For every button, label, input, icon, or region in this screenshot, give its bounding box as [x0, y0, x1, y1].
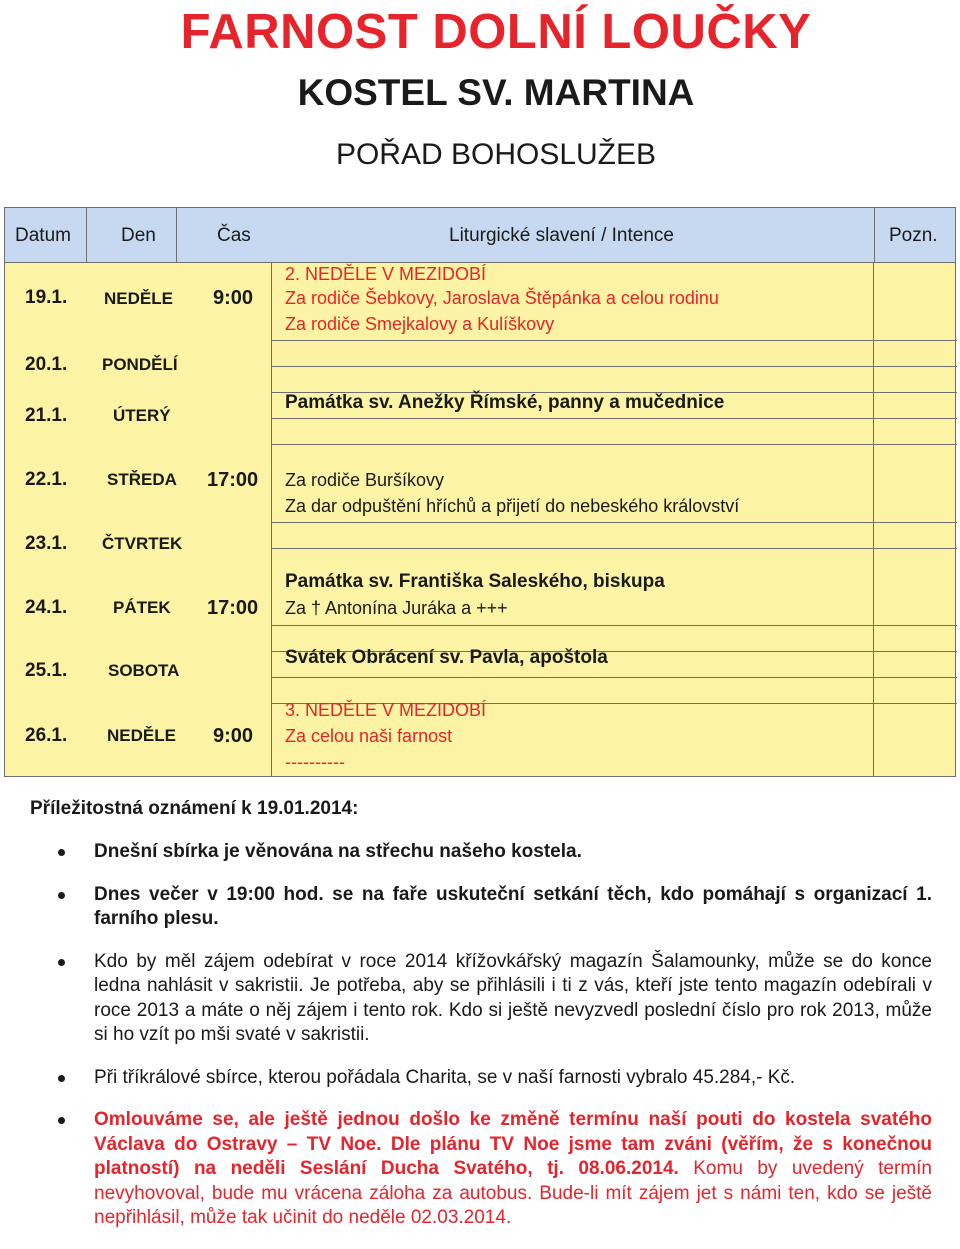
list-item: Dnes večer v 19:00 hod. se na faře uskuteční setkání těch, kdo pomáhají s organizací 1. farního plesu. — [58, 883, 932, 932]
schedule-subtitle: POŘAD BOHOSLUŽEB — [335, 138, 657, 171]
col-liturgy: Liturgické slavení / Intence — [449, 225, 674, 246]
col-date: Datum — [15, 225, 71, 246]
announcements-title: Příležitostná oznámení k 19.01.2014: — [30, 798, 359, 819]
parish-title: FARNOST DOLNÍ LOUČKY — [180, 5, 812, 59]
bullet-icon — [58, 1075, 65, 1082]
bullet-icon — [58, 1117, 65, 1124]
bullet-icon — [58, 849, 65, 856]
col-note: Pozn. — [889, 225, 938, 246]
list-item: Dnešní sbírka je věnována na střechu našeho kostela. — [58, 840, 932, 865]
list-item: Kdo by měl zájem odebírat v roce 2014 křížovkářský magazín Šalamounky, může se do konce ledna nahlásit v sakristii. Je potřeba, aby se přihlásili i ti z vás, kteří jste tento magazín odebírali v roce 2013 a máte o něj zájem i tento rok. Kdo si ještě nevyzvedl poslední číslo pro rok 2013, může si ho vzít po mši svaté v sakristii. — [58, 950, 932, 1048]
bullet-icon — [58, 892, 65, 899]
church-title: KOSTEL SV. MARTINA — [297, 72, 695, 113]
list-item: Omlouváme se, ale ještě jednou došlo ke změně termínu naší pouti do kostela svatého Václava do Ostravy – TV Noe. Dle plánu TV Noe jsme tam zváni (věřím, že s konečnou platností) na neděli Seslání Ducha Svatého, tj. 08.06.2014. Komu by uvedený termín nevyhovoval, bude mu vrácena záloha za autobus. Bude-li mít zájem jet s námi ten, kdo se ještě nepřihlásil, může tak učinit do neděle 02.03.2014. — [58, 1108, 932, 1231]
col-time: Čas — [217, 225, 251, 246]
col-day: Den — [121, 225, 156, 246]
table-body: 19.1. NEDĚLE 9:00 2. NEDĚLE V MEZIDOBÍ Za rodiče Šebkovy, Jaroslava Štěpánka a celou rodinu Za rodiče Smejkalovy a Kulíškovy 20.1. PONDĚLÍ 21.1. ÚTERÝ Památka sv. Anežky Římské, panny a mučednice 22.1. STŘEDA 17:00 Za rodiče Buršíkovy Za dar odpuštění hříchů a přijetí do nebeského království 23.1. ČTVRTEK 24.1. PÁTEK 17:00 Památka sv. Františka Saleského, biskupa Za † Antonína Juráka a +++ 25.1. SOBOTA Svátek Obrácení sv. Pavla, apoštola 26.1. NEDĚLE 9:00 3. NEDĚLE V MEZIDOBÍ Za celou naši farnost ---------- — [4, 263, 956, 777]
list-item: Při tříkrálové sbírce, kterou pořádala Charita, se v naší farnosti vybralo 45.284,- Kč. — [58, 1066, 932, 1091]
announcements-list — [58, 840, 932, 1249]
bullet-icon — [58, 959, 65, 966]
table-header — [4, 207, 956, 263]
